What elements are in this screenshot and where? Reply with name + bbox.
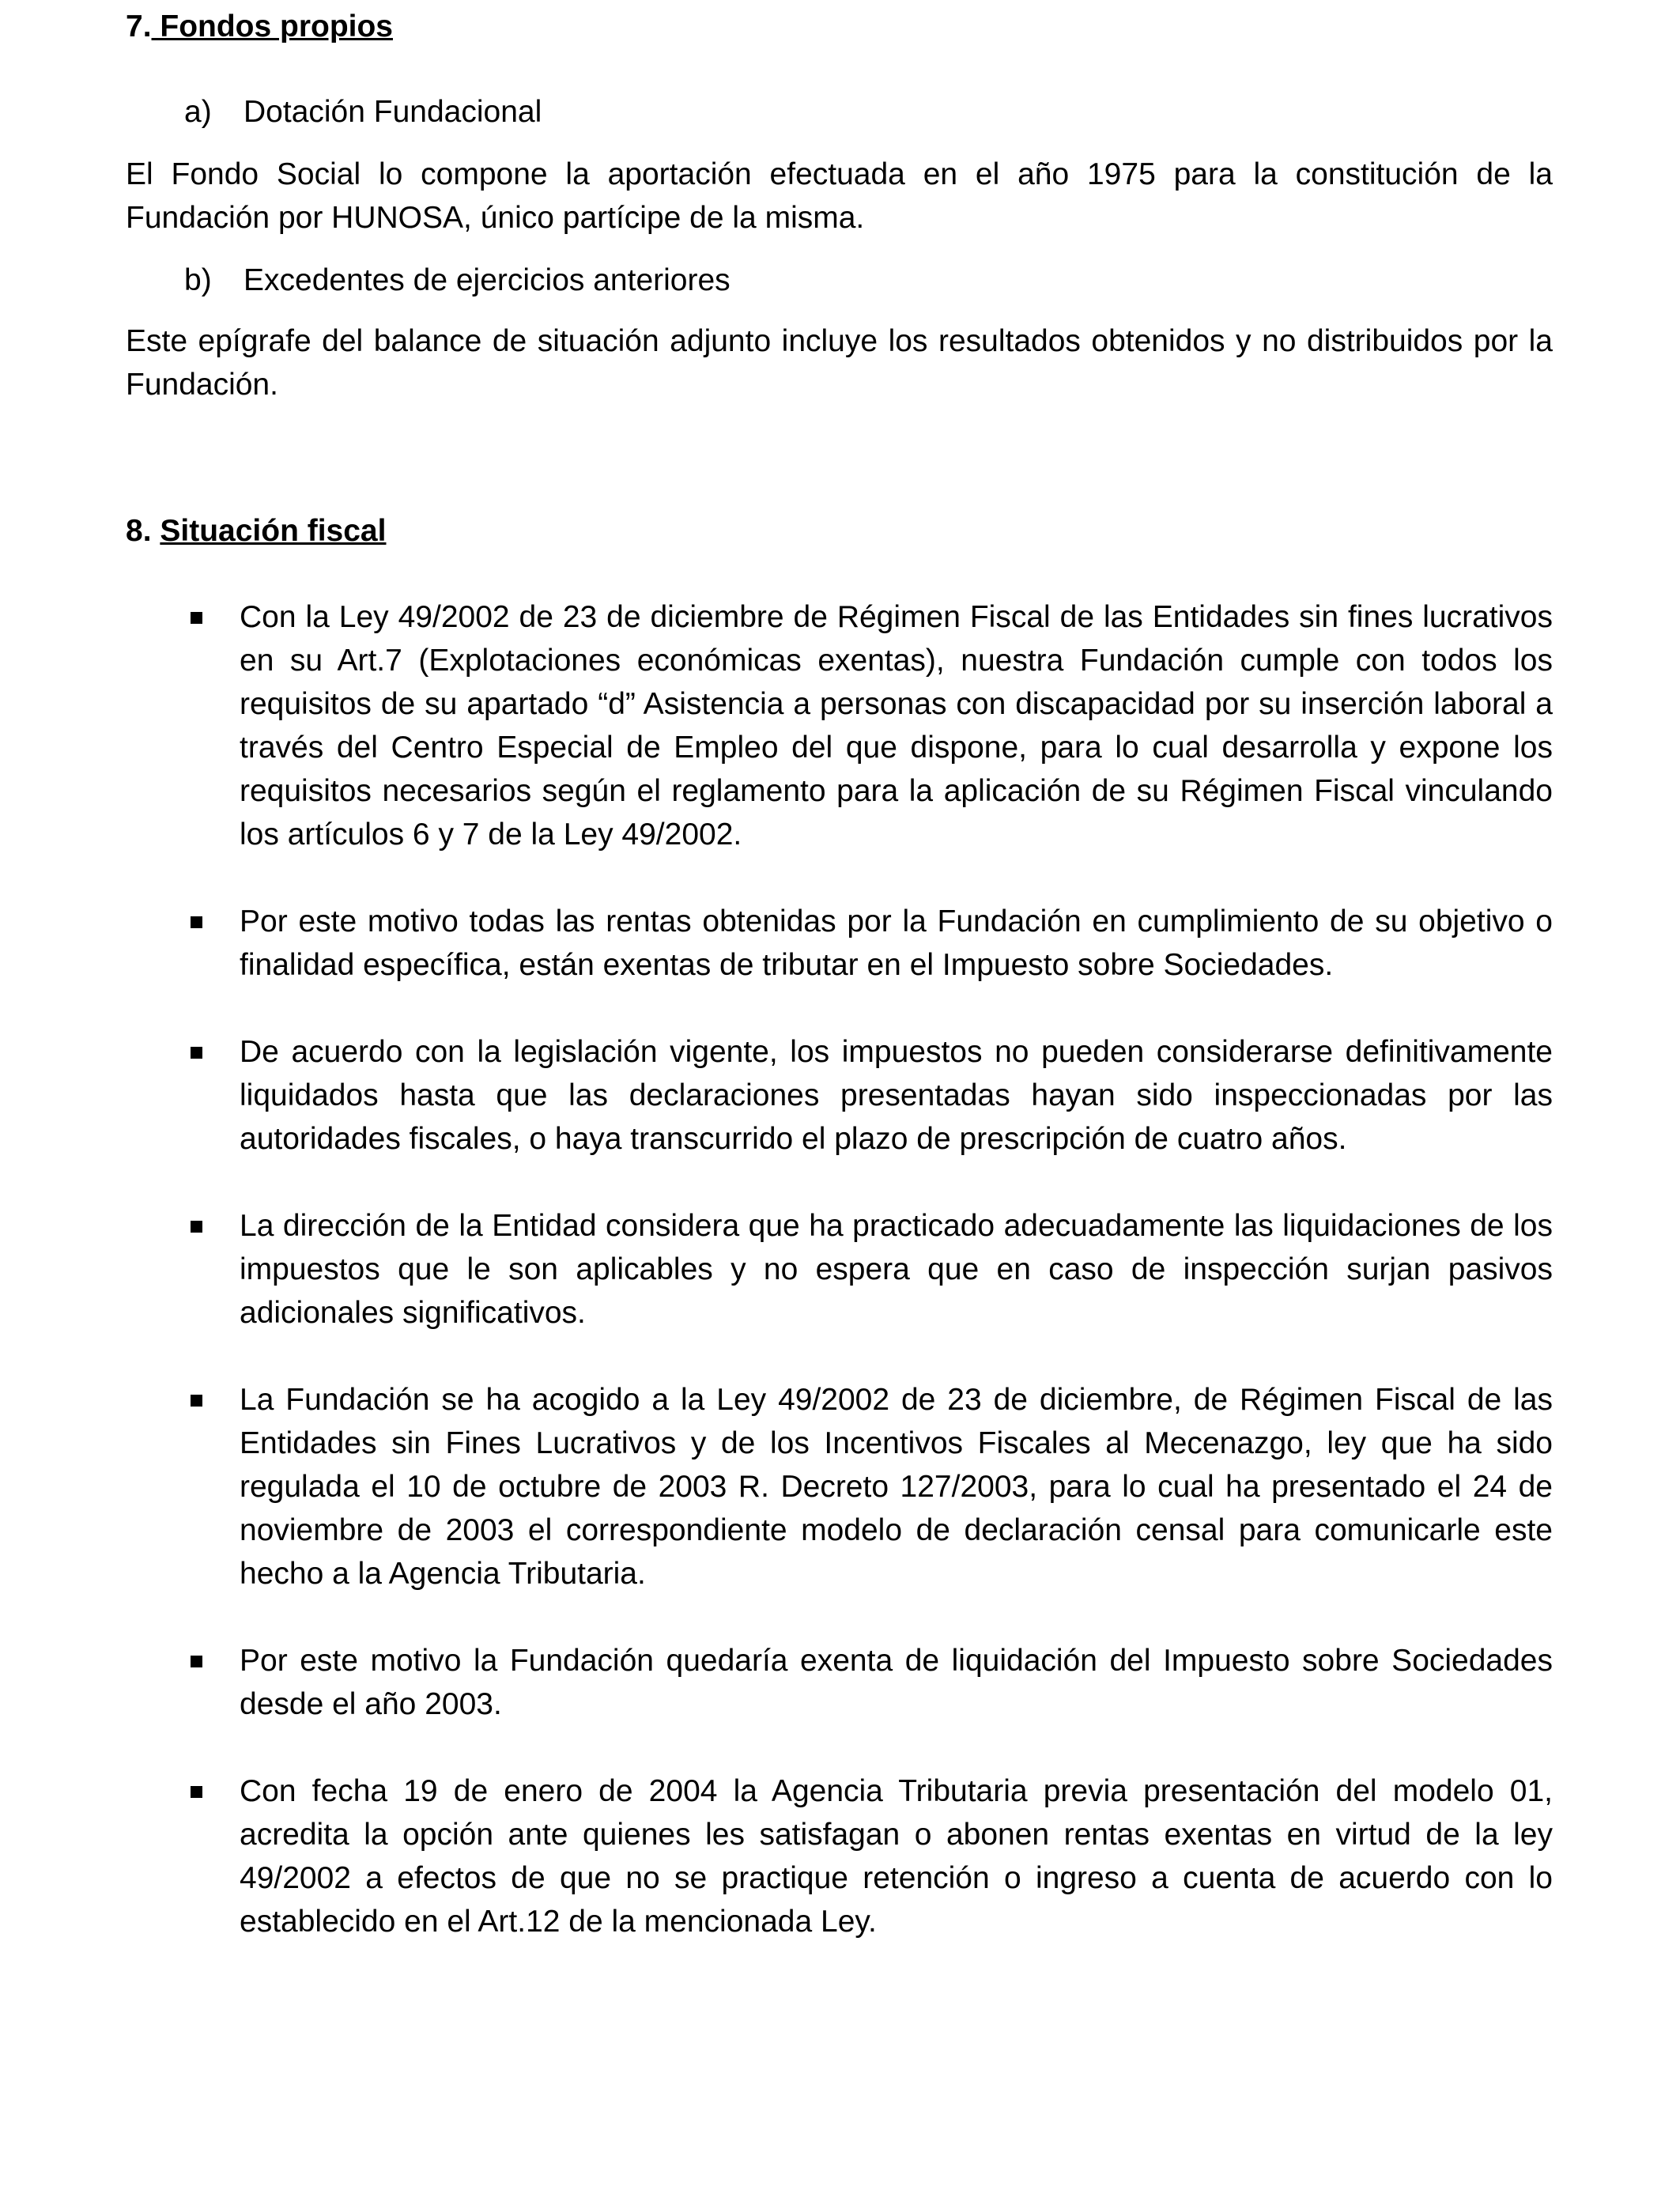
list-item-text: Con fecha 19 de enero de 2004 la Agencia Tributaria previa presentación del modelo 01, acredita la opción ante quienes les satisfagan o abonen rentas exentas en virtud de la ley 49/2002 a efectos de que no se practique retención o ingreso a cuenta de acuerdo con lo establecido en el Art.12 de la mencionada Ley. [240,1774,1553,1939]
subsection-a-text: El Fondo Social lo compone la aportación efectuada en el año 1975 para la constitución de la Fundación por HUNOSA, único partícipe de la misma. [126,157,1553,235]
section-8-title: Situación fiscal [160,514,387,548]
square-bullet-icon [191,1786,202,1798]
subsection-b-text: Este epígrafe del balance de situación adjunto incluye los resultados obtenidos y no distribuidos por la Fundación. [126,324,1553,402]
section-8-number: 8. [126,514,152,548]
list-item-text: De acuerdo con la legislación vigente, los impuestos no pueden considerarse definitivamente liquidados hasta que las declaraciones presentadas hayan sido inspeccionadas por las autoridades fiscales, o haya transcurrido el plazo de prescripción de cuatro años. [240,1035,1553,1156]
section-7-title: Fondos propios [151,9,393,43]
subsection-b-title: Excedentes de ejercicios anteriores [244,263,731,297]
list-item-text: Con la Ley 49/2002 de 23 de diciembre de Régimen Fiscal de las Entidades sin fines lucrativos en su Art.7 (Explotaciones económicas exentas), nuestra Fundación cumple con todos los requisitos de su apartado “d” Asistencia a personas con discapacidad por su inserción laboral a través del Centro Especial de Empleo del que dispone, para lo cual desarrolla y expone los requisitos necesarios según el reglamento para la aplicación de su Régimen Fiscal vinculando los artículos 6 y 7 de la Ley 49/2002. [240,600,1553,852]
subsection-a-letter: a) [184,95,212,129]
list-item [126,1378,1553,1595]
section-8-heading [126,509,1553,553]
subsection-b-letter: b) [184,263,212,297]
subsection-a-heading [126,90,1553,134]
square-bullet-icon [191,916,202,928]
list-item-text: La Fundación se ha acogido a la Ley 49/2002 de 23 de diciembre, de Régimen Fiscal de las Entidades sin Fines Lucrativos y de los Incentivos Fiscales al Mecenazgo, ley que ha sido regulada el 10 de octubre de 2003 R. Decreto 127/2003, para lo cual ha presentado el 24 de noviembre de 2003 el correspondiente modelo de declaración censal para comunicarle este hecho a la Agencia Tributaria. [240,1383,1553,1591]
document-body [126,5,1553,1943]
list-item [126,595,1553,856]
section-7-number: 7. [126,9,152,43]
subsection-a-title: Dotación Fundacional [244,95,542,129]
list-item-text: Por este motivo todas las rentas obtenidas por la Fundación en cumplimiento de su objetivo o finalidad específica, están exentas de tributar en el Impuesto sobre Sociedades. [240,904,1553,982]
list-item [126,1639,1553,1726]
section-7-heading [126,5,1553,48]
list-item [126,1769,1553,1943]
square-bullet-icon [191,612,202,624]
list-item [126,1204,1553,1335]
list-item-text: La dirección de la Entidad considera que ha practicado adecuadamente las liquidaciones de los impuestos que le son aplicables y no espera que en caso de inspección surjan pasivos adicionales significativos. [240,1209,1553,1330]
list-item-text: Por este motivo la Fundación quedaría exenta de liquidación del Impuesto sobre Sociedades desde el año 2003. [240,1644,1553,1721]
square-bullet-icon [191,1221,202,1233]
subsection-b-heading [126,259,1553,302]
list-item [126,1030,1553,1161]
list-item [126,900,1553,987]
square-bullet-icon [191,1656,202,1667]
square-bullet-icon [191,1047,202,1059]
fiscal-bullet-list [126,595,1553,1943]
square-bullet-icon [191,1395,202,1407]
